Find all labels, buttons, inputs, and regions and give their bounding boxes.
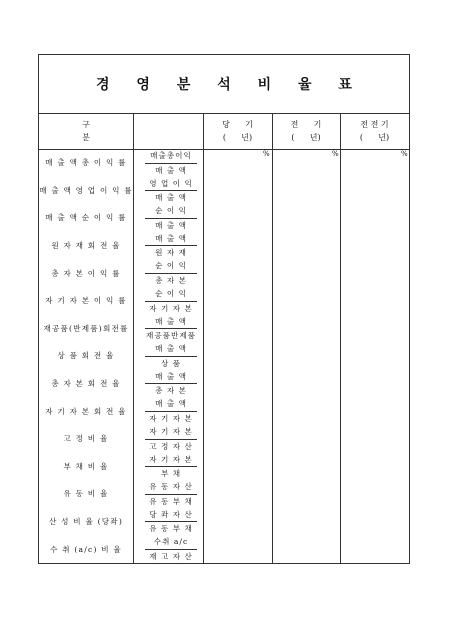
header-previous-period xyxy=(272,113,340,149)
ratio-name: 매 출 액 영 업 이 익 률 xyxy=(39,185,133,195)
formula-denominator: 총 자 본 xyxy=(155,275,187,285)
ratio-formula xyxy=(145,287,197,315)
formula-numerator: 매출총이익 xyxy=(145,149,197,164)
percent-unit: % xyxy=(263,150,270,158)
ratio-formula xyxy=(145,315,197,343)
ratio-name: 수 취 (a/c) 비 율 xyxy=(50,544,122,554)
formula-denominator: 재 고 자 산 xyxy=(149,551,193,561)
ratio-formula xyxy=(145,149,197,177)
ratio-formula xyxy=(145,425,197,453)
formula-denominator: 상 품 xyxy=(160,358,182,368)
period-year: ( 년) xyxy=(222,133,253,142)
ratio-table-frame xyxy=(38,54,410,564)
ratio-formula xyxy=(145,535,197,563)
formula-numerator: 수취 a/c xyxy=(145,535,197,550)
ratio-name: 고 정 비 율 xyxy=(63,434,109,444)
ratio-name: 총 자 본 이 익 률 xyxy=(51,268,121,278)
formula-denominator: 총 자 본 xyxy=(155,386,187,396)
formula-numerator: 매 출 액 xyxy=(145,370,197,385)
formula-numerator: 매 출 액 xyxy=(145,232,197,247)
title-box xyxy=(39,55,409,114)
ratio-formula xyxy=(145,480,197,508)
formula-numerator: 영 업 이 익 xyxy=(145,177,197,192)
period-label: 당 기 xyxy=(222,120,253,129)
formula-numerator: 순 이 익 xyxy=(145,204,197,219)
ratio-name: 자 기 자 본 이 익 률 xyxy=(45,296,127,306)
formula-numerator: 자 기 자 본 xyxy=(145,453,197,468)
formula-numerator: 매 출 액 xyxy=(145,397,197,412)
ratio-formula xyxy=(145,453,197,481)
formula-denominator: 매 출 액 xyxy=(155,165,187,175)
header-current-period xyxy=(203,113,272,149)
ratio-formula xyxy=(145,204,197,232)
ratio-formula xyxy=(145,397,197,425)
period-year: ( 년) xyxy=(359,133,390,142)
ratio-name: 매 출 액 총 이 익 률 xyxy=(45,158,127,168)
formula-denominator: 재공품반제품 xyxy=(145,331,196,341)
formula-denominator: 자 기 자 본 xyxy=(149,413,193,423)
header-two-periods-ago xyxy=(340,113,409,149)
ratio-name: 유 동 비 율 xyxy=(63,489,109,499)
percent-unit: % xyxy=(401,150,408,158)
ratio-formula xyxy=(145,508,197,536)
formula-numerator: 순 이 익 xyxy=(145,287,197,302)
ratio-name: 산 성 비 율 (당좌) xyxy=(49,517,123,527)
ratio-formula xyxy=(145,177,197,205)
period-label: 전 전 기 xyxy=(360,120,389,129)
formula-denominator: 매 출 액 xyxy=(155,193,187,203)
formula-denominator: 유 동 부 채 xyxy=(149,524,193,534)
formula-denominator: 유 동 부 채 xyxy=(149,496,193,506)
ratio-name: 재공품(반제품)회전률 xyxy=(43,323,129,333)
column-divider xyxy=(133,113,134,563)
ratio-name: 상 품 회 전 율 xyxy=(57,351,115,361)
ratio-name: 부 채 비 율 xyxy=(63,461,109,471)
period-label: 전 기 xyxy=(290,120,322,129)
formula-denominator: 부 채 xyxy=(160,469,182,479)
formula-numerator: 자 기 자 본 xyxy=(145,425,197,440)
formula-numerator: 당 좌 자 산 xyxy=(145,508,197,523)
formula-numerator: 순 이 익 xyxy=(145,259,197,274)
header-gubun: 구분 xyxy=(82,120,130,142)
column-divider xyxy=(203,113,204,563)
formula-denominator: 원 자 재 xyxy=(155,248,187,258)
ratio-formula xyxy=(145,259,197,287)
ratio-name: 매 출 액 순 이 익 률 xyxy=(45,213,127,223)
ratio-formula xyxy=(145,232,197,260)
formula-numerator: 유 동 자 산 xyxy=(145,480,197,495)
formula-denominator: 매 출 액 xyxy=(155,220,187,230)
formula-denominator: 자 기 자 본 xyxy=(149,303,193,313)
percent-unit: % xyxy=(332,150,339,158)
formula-numerator: 매 출 액 xyxy=(145,315,197,330)
column-divider xyxy=(340,113,341,563)
ratio-name: 원 자 재 회 전 율 xyxy=(51,241,121,251)
ratio-formula xyxy=(145,370,197,398)
period-year: ( 년) xyxy=(291,133,321,142)
column-divider xyxy=(272,113,273,563)
ratio-name: 총 자 본 회 전 율 xyxy=(51,379,121,389)
ratio-formula xyxy=(145,342,197,370)
formula-denominator: 고 정 자 산 xyxy=(149,441,193,451)
formula-numerator: 매 출 액 xyxy=(145,342,197,357)
page-title: 경 영 분 석 비 율 표 xyxy=(96,77,363,93)
ratio-name: 자 기 자 본 회 전 율 xyxy=(45,406,127,416)
ratio-table xyxy=(39,113,409,563)
